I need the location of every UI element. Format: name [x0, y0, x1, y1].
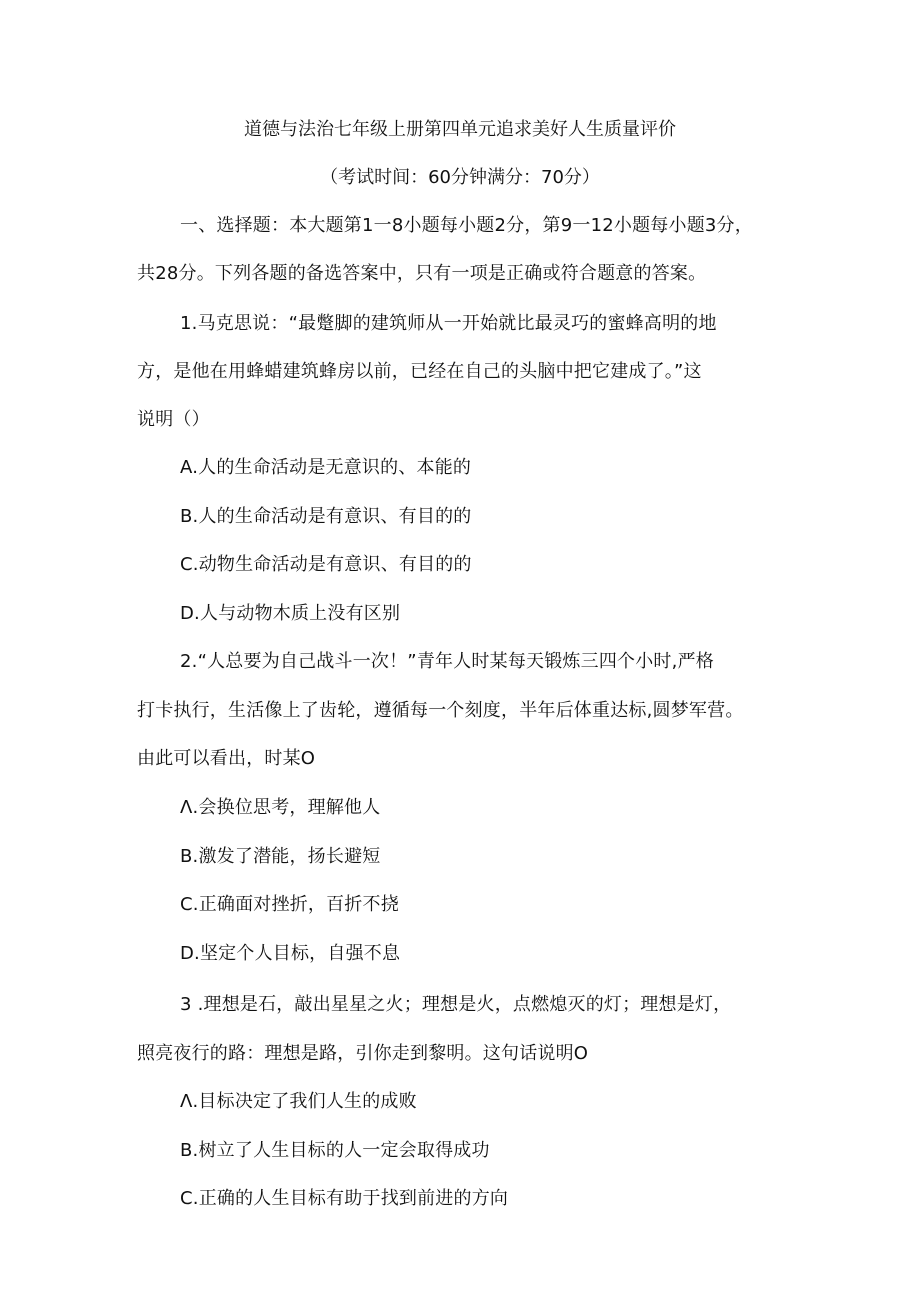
question-2-option-b: B.激发了潜能，扬长避短 — [180, 846, 381, 867]
question-1-stem-line-1: 1.马克思说：“最蹩脚的建筑师从一开始就比最灵巧的蜜蜂高明的地 — [180, 313, 717, 334]
exam-info: （考试时间：60分钟满分：70分） — [320, 167, 600, 188]
question-3-option-b: B.树立了人生目标的人一定会取得成功 — [180, 1140, 490, 1161]
question-2-stem-line-2: 打卡执行，生活像上了齿轮，遵循每一个刻度，半年后体重达标,圆梦军营。 — [137, 700, 744, 721]
question-3-option-a: Λ.目标决定了我们人生的成败 — [180, 1091, 417, 1112]
question-2-option-a: Λ.会换位思考，理解他人 — [180, 797, 381, 818]
question-3-stem-line-2: 照亮夜行的路：理想是路，引你走到黎明。这句话说明O — [137, 1043, 589, 1064]
question-1-option-b: B.人的生命活动是有意识、有目的的 — [180, 506, 472, 527]
question-3-option-c: C.正确的人生目标有助于找到前进的方向 — [180, 1188, 509, 1209]
question-1-stem-line-2: 方，是他在用蜂蜡建筑蜂房以前，已经在自己的头脑中把它建成了。”这 — [137, 361, 702, 382]
question-1-stem-line-3: 说明（） — [137, 409, 210, 430]
section-heading-line-1: 一、选择题：本大题第1一8小题每小题2分，第9一12小题每小题3分， — [180, 215, 753, 236]
question-1-option-d: D.人与动物木质上没有区别 — [180, 603, 401, 624]
question-2-option-c: C.正确面对挫折，百折不挠 — [180, 894, 399, 915]
question-1-option-a: A.人的生命活动是无意识的、本能的 — [180, 457, 472, 478]
question-2-stem-line-1: 2.“人总要为自己战斗一次！”青年人时某每天锻炼三四个小时,严格 — [180, 651, 714, 672]
question-1-option-c: C.动物生命活动是有意识、有目的的 — [180, 554, 472, 575]
section-heading-line-2: 共28分。下列各题的备选答案中，只有一项是正确或符合题意的答案。 — [137, 263, 707, 284]
question-2-stem-line-3: 由此可以看出，时某O — [137, 748, 316, 769]
question-2-option-d: D.坚定个人目标，自强不息 — [180, 943, 401, 964]
document-title: 道德与法治七年级上册第四单元追求美好人生质量评价 — [244, 119, 676, 140]
question-3-stem-line-1: 3 .理想是石，敲出星星之火；理想是火，点燃熄灭的灯；理想是灯， — [180, 994, 732, 1015]
